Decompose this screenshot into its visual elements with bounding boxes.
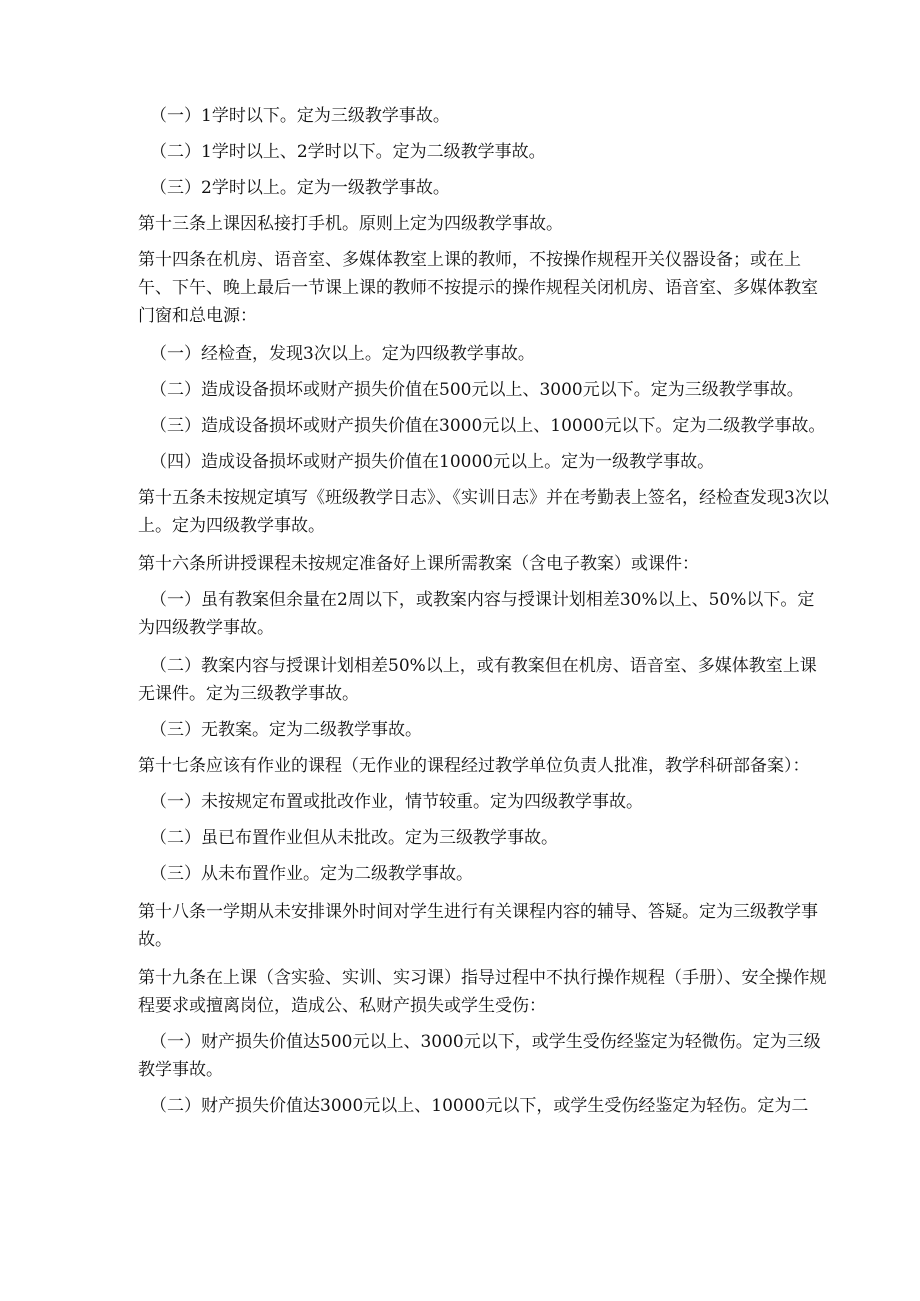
- article-19-item-1: （一）财产损失价值达500元以上、3000元以下，或学生受伤经鉴定为轻微伤。定为三级教学事故。: [138, 1032, 821, 1080]
- article-15: 第十五条未按规定填写《班级教学日志》、《实训日志》并在考勤表上签名，经检查发现3次以上。定为四级教学事故。: [138, 488, 829, 536]
- document-body: [138, 102, 830, 1120]
- article-16: 第十六条所讲授课程未按规定准备好上课所需教案（含电子教案）或课件：: [138, 554, 699, 574]
- article-19: 第十九条在上课（含实验、实训、实习课）指导过程中不执行操作规程（手册）、安全操作规程要求或擅离岗位，造成公、私财产损失或学生受伤：: [138, 968, 827, 1016]
- article-16-item-2: （二）教案内容与授课计划相差50%以上，或有教案但在机房、语音室、多媒体教室上课无课件。定为三级教学事故。: [138, 656, 817, 704]
- clause-13-item-3: （三）2学时以上。定为一级教学事故。: [150, 178, 450, 198]
- article-13: 第十三条上课因私接打手机。原则上定为四级教学事故。: [138, 214, 563, 234]
- article-19-item-2: （二）财产损失价值达3000元以上、10000元以下，或学生受伤经鉴定为轻伤。定为二: [150, 1096, 809, 1116]
- article-14-item-3: （三）造成设备损坏或财产损失价值在3000元以上、10000元以下。定为二级教学事故。: [150, 416, 826, 436]
- article-14: 第十四条在机房、语音室、多媒体教室上课的教师，不按操作规程开关仪器设备；或在上午、下午、晚上最后一节课上课的教师不按提示的操作规程关闭机房、语音室、多媒体教室门窗和总电源：: [138, 250, 818, 326]
- article-17-item-3: （三）从未布置作业。定为二级教学事故。: [150, 864, 473, 884]
- article-18: 第十八条一学期从未安排课外时间对学生进行有关课程内容的辅导、答疑。定为三级教学事故。: [138, 902, 818, 950]
- article-14-item-1: （一）经检查，发现3次以上。定为四级教学事故。: [150, 344, 535, 364]
- article-16-item-3: （三）无教案。定为二级教学事故。: [150, 720, 422, 740]
- article-17: 第十七条应该有作业的课程（无作业的课程经过教学单位负责人批准，教学科研部备案）：: [138, 756, 810, 776]
- clause-13-item-1: （一）1学时以下。定为三级教学事故。: [150, 106, 450, 126]
- article-16-item-1: （一）虽有教案但余量在2周以下，或教案内容与授课计划相差30%以上、50%以下。定为四级教学事故。: [138, 590, 815, 638]
- clause-13-item-2: （二）1学时以上、2学时以下。定为二级教学事故。: [150, 142, 546, 162]
- article-17-item-2: （二）虽已布置作业但从未批改。定为三级教学事故。: [150, 828, 558, 848]
- article-17-item-1: （一）未按规定布置或批改作业，情节较重。定为四级教学事故。: [150, 792, 643, 812]
- article-14-item-2: （二）造成设备损坏或财产损失价值在500元以上、3000元以下。定为三级教学事故。: [150, 380, 804, 400]
- article-14-item-4: （四）造成设备损坏或财产损失价值在10000元以上。定为一级教学事故。: [150, 452, 715, 472]
